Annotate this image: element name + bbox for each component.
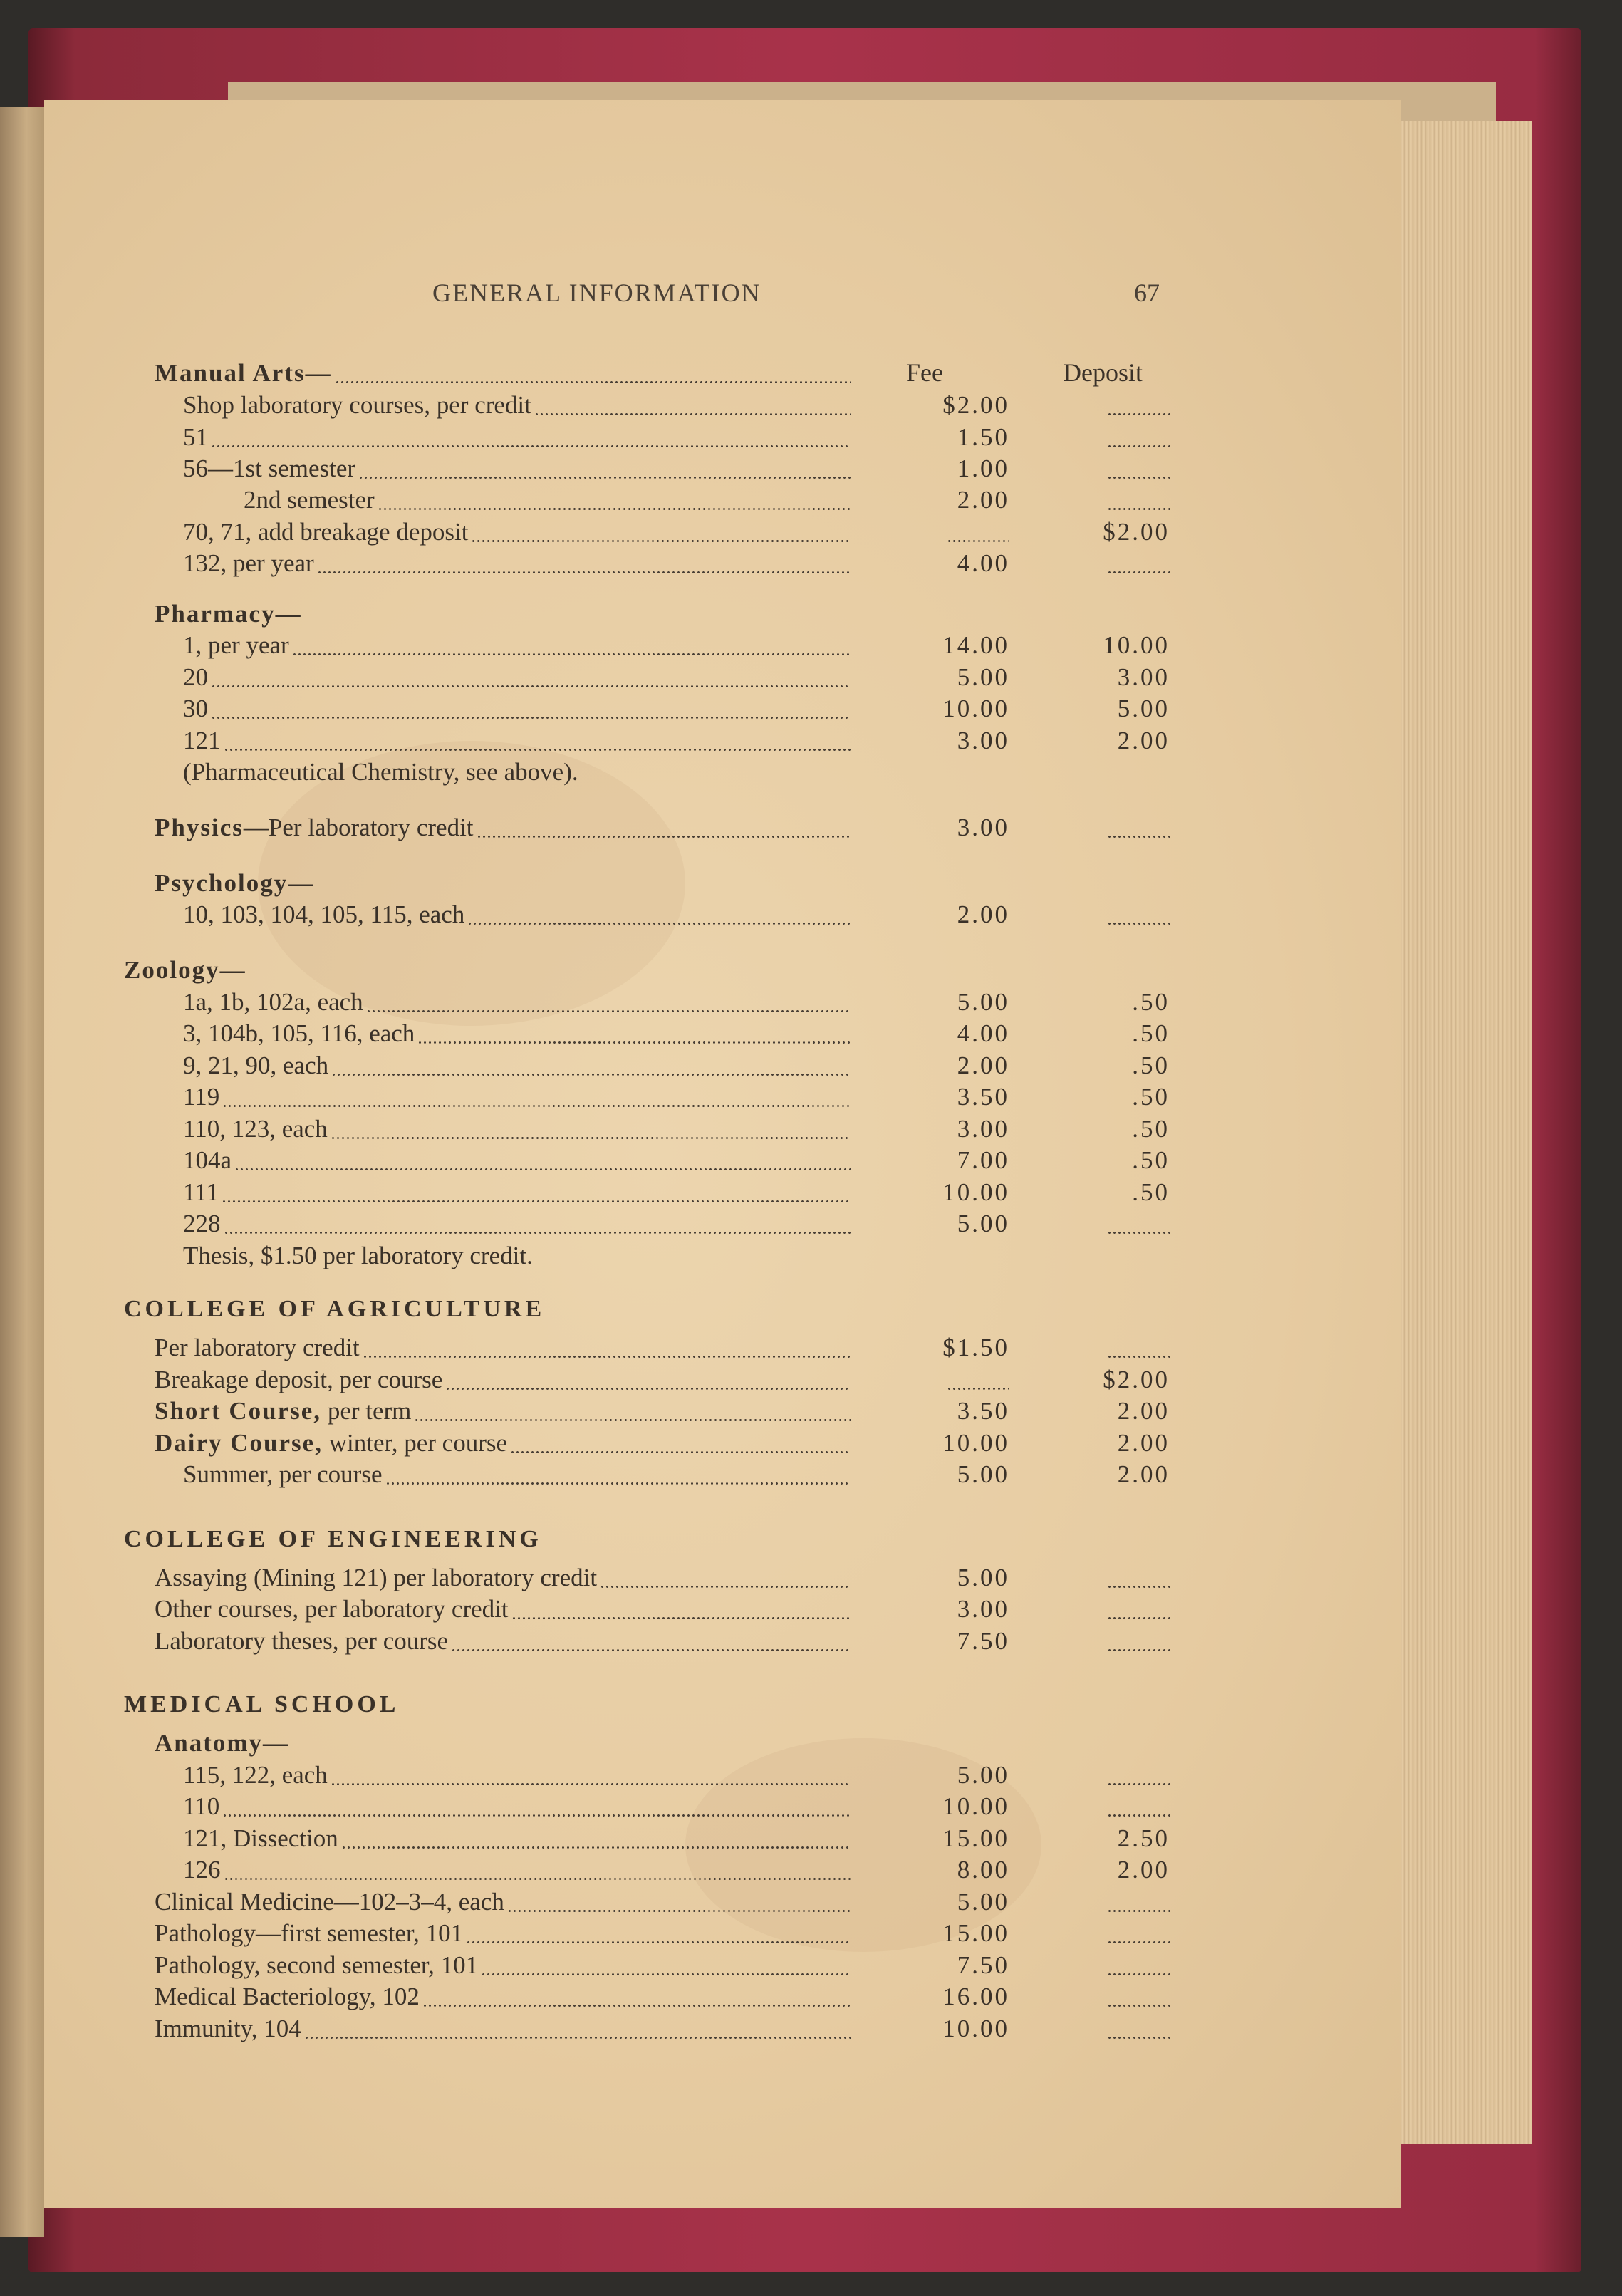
row-label: 110 xyxy=(183,1792,220,1820)
fee-value: 2.00 xyxy=(957,900,1009,928)
dot-leader xyxy=(224,1208,851,1240)
dot-leader xyxy=(445,1364,851,1396)
row-label: Physics—Per laboratory credit xyxy=(155,814,474,841)
fee-row xyxy=(44,1208,1401,1240)
row-label: Immunity, 104 xyxy=(155,2015,301,2042)
subsection-heading xyxy=(44,358,1401,389)
fee-value: 4.00 xyxy=(957,549,1009,577)
fee-row xyxy=(44,453,1401,484)
fee-value: 14.00 xyxy=(942,631,1009,659)
row-label: Other courses, per laboratory credit xyxy=(155,1595,509,1623)
fee-value: 5.00 xyxy=(957,1460,1009,1488)
page-block-edges xyxy=(1396,121,1532,2144)
deposit-value: 2.00 xyxy=(1117,727,1170,754)
fee-row xyxy=(44,1760,1401,1791)
fee-row xyxy=(44,1396,1401,1427)
row-label: 121, Dissection xyxy=(183,1824,338,1852)
dot-leader xyxy=(224,1854,851,1886)
row-label: 9, 21, 90, each xyxy=(183,1051,329,1079)
fee-row xyxy=(44,2013,1401,2045)
dot-leader xyxy=(366,987,851,1018)
fee-row xyxy=(44,1018,1401,1049)
fee-value: 2.00 xyxy=(957,486,1009,514)
row-label: 121 xyxy=(183,727,221,754)
fee-row xyxy=(44,693,1401,724)
subsection-heading xyxy=(44,955,1401,986)
row-label: 228 xyxy=(183,1210,221,1237)
column-header-deposit: Deposit xyxy=(1063,358,1143,387)
row-label: 126 xyxy=(183,1856,221,1884)
subsection-heading xyxy=(44,868,1401,899)
row-label: Breakage deposit, per course xyxy=(155,1366,443,1393)
row-label: Clinical Medicine—102–3–4, each xyxy=(155,1888,504,1916)
fee-row xyxy=(44,1791,1401,1822)
deposit-value: 5.00 xyxy=(1117,695,1170,722)
dot-leader xyxy=(331,1760,851,1791)
deposit-value xyxy=(1027,899,1170,938)
dot-leader xyxy=(600,1562,851,1594)
deposit-value: 2.00 xyxy=(1117,1429,1170,1457)
deposit-value: .50 xyxy=(1132,1019,1170,1047)
fee-row xyxy=(44,1050,1401,1081)
fee-row xyxy=(44,1428,1401,1459)
dot-leader xyxy=(234,1145,851,1176)
deposit-value: .50 xyxy=(1132,1083,1170,1111)
row-label: Short Course, per term xyxy=(155,1397,412,1425)
row-label: Summer, per course xyxy=(183,1460,383,1488)
fee-row xyxy=(44,1823,1401,1854)
fee-row xyxy=(44,1459,1401,1490)
row-label: Dairy Course, winter, per course xyxy=(155,1429,508,1457)
fee-row xyxy=(44,1113,1401,1145)
fee-row xyxy=(44,1177,1401,1208)
dot-leader xyxy=(211,422,851,453)
row-label: Medical Bacteriology, 102 xyxy=(155,1983,420,2010)
row-label: Laboratory theses, per course xyxy=(155,1627,449,1655)
deposit-value: $2.00 xyxy=(1103,518,1170,546)
deposit-value: .50 xyxy=(1132,1178,1170,1206)
row-label: 20 xyxy=(183,663,208,691)
fee-value: 10.00 xyxy=(942,2015,1009,2042)
fee-value: 7.00 xyxy=(957,1146,1009,1174)
deposit-value xyxy=(1027,812,1170,851)
facing-page-edge xyxy=(0,107,44,2237)
dot-leader xyxy=(385,1459,851,1490)
deposit-value: .50 xyxy=(1132,988,1170,1016)
row-label: 1, per year xyxy=(183,631,289,659)
fee-value: 7.50 xyxy=(957,1951,1009,1979)
dot-leader xyxy=(222,1177,851,1208)
row-label: Manual Arts— xyxy=(155,359,332,387)
fee-row xyxy=(44,1240,1401,1272)
dot-leader xyxy=(466,1918,851,1949)
row-label: 51 xyxy=(183,423,208,451)
fee-value: 3.50 xyxy=(957,1397,1009,1425)
fee-row xyxy=(44,630,1401,661)
section-heading xyxy=(44,1523,1401,1554)
dot-leader xyxy=(331,1113,851,1145)
fee-table xyxy=(44,100,1401,2208)
fee-value: 10.00 xyxy=(942,1178,1009,1206)
dot-leader xyxy=(222,1081,851,1113)
dot-leader xyxy=(358,453,851,484)
fee-row xyxy=(44,484,1401,516)
column-header-fee: Fee xyxy=(906,358,943,387)
fee-value: 3.50 xyxy=(957,1083,1009,1111)
deposit-value: 3.00 xyxy=(1117,663,1170,691)
row-label: (Pharmaceutical Chemistry, see above). xyxy=(183,758,578,786)
fee-row xyxy=(44,1562,1401,1594)
running-title: GENERAL INFORMATION xyxy=(432,279,761,307)
row-label: 10, 103, 104, 105, 115, each xyxy=(183,900,465,928)
fee-row xyxy=(44,987,1401,1018)
book-page xyxy=(44,100,1401,2208)
deposit-value: .50 xyxy=(1132,1146,1170,1174)
fee-value: 3.00 xyxy=(957,1115,1009,1143)
fee-value: $2.00 xyxy=(942,391,1009,419)
row-label: 56—1st semester xyxy=(183,454,356,482)
row-label: Pathology, second semester, 101 xyxy=(155,1951,479,1979)
fee-value: 15.00 xyxy=(942,1919,1009,1947)
row-label: Pathology—first semester, 101 xyxy=(155,1919,464,1947)
subsection-heading xyxy=(44,1728,1401,1759)
fee-value: 3.00 xyxy=(957,727,1009,754)
fee-row xyxy=(44,757,1401,788)
dot-leader xyxy=(511,1594,851,1625)
dot-leader xyxy=(292,630,851,661)
deposit-value: .50 xyxy=(1132,1115,1170,1143)
deposit-value: .50 xyxy=(1132,1051,1170,1079)
row-label: Pharmacy— xyxy=(155,600,302,628)
deposit-value: 2.00 xyxy=(1117,1460,1170,1488)
fee-row xyxy=(44,390,1401,421)
fee-row xyxy=(44,1332,1401,1363)
row-label: 110, 123, each xyxy=(183,1115,328,1143)
row-label: COLLEGE OF ENGINEERING xyxy=(124,1526,542,1552)
fee-value: 7.50 xyxy=(957,1627,1009,1655)
fee-row xyxy=(44,812,1401,843)
fee-row xyxy=(44,725,1401,757)
row-label: 111 xyxy=(183,1178,219,1206)
fee-value: 5.00 xyxy=(957,1210,1009,1237)
deposit-value: 2.00 xyxy=(1117,1856,1170,1884)
page-number: 67 xyxy=(1134,279,1160,307)
row-label: 2nd semester xyxy=(244,486,375,514)
fee-value: 5.00 xyxy=(957,1564,1009,1591)
row-label: Zoology— xyxy=(124,956,246,984)
subsection-heading xyxy=(44,598,1401,630)
fee-row xyxy=(44,1364,1401,1396)
dot-leader xyxy=(534,390,851,421)
deposit-value: 2.00 xyxy=(1117,1397,1170,1425)
fee-value: 10.00 xyxy=(942,1429,1009,1457)
deposit-value xyxy=(1027,1626,1170,1665)
dot-leader xyxy=(211,693,851,724)
fee-value: 4.00 xyxy=(957,1019,1009,1047)
fee-row xyxy=(44,1626,1401,1657)
dot-leader xyxy=(222,1791,851,1822)
fee-value: 5.00 xyxy=(957,1888,1009,1916)
dot-leader xyxy=(471,516,851,548)
row-label: 70, 71, add breakage deposit xyxy=(183,518,469,546)
row-label: COLLEGE OF AGRICULTURE xyxy=(124,1296,546,1322)
dot-leader xyxy=(363,1332,851,1363)
row-label: 3, 104b, 105, 116, each xyxy=(183,1019,415,1047)
fee-row xyxy=(44,516,1401,548)
dot-leader xyxy=(335,358,851,389)
row-label: Psychology— xyxy=(155,869,315,897)
dot-leader xyxy=(341,1823,851,1854)
dot-leader xyxy=(414,1396,851,1427)
row-label: 115, 122, each xyxy=(183,1761,328,1789)
dot-leader xyxy=(507,1886,851,1918)
fee-row xyxy=(44,1950,1401,1981)
row-label: 104a xyxy=(183,1146,232,1174)
fee-row xyxy=(44,548,1401,579)
dot-leader xyxy=(467,899,851,930)
row-label: 132, per year xyxy=(183,549,314,577)
row-label: 1a, 1b, 102a, each xyxy=(183,988,363,1016)
fee-row xyxy=(44,1594,1401,1625)
row-label: 30 xyxy=(183,695,208,722)
deposit-value: 10.00 xyxy=(1103,631,1170,659)
row-label: Per laboratory credit xyxy=(155,1334,360,1361)
deposit-value xyxy=(1027,2013,1170,2052)
dot-leader xyxy=(331,1050,851,1081)
fee-value: 5.00 xyxy=(957,663,1009,691)
fee-value: 2.00 xyxy=(957,1051,1009,1079)
fee-row xyxy=(44,422,1401,453)
fee-value: 5.00 xyxy=(957,1761,1009,1789)
fee-value: 5.00 xyxy=(957,988,1009,1016)
dot-leader xyxy=(211,662,851,693)
deposit-value: $2.00 xyxy=(1103,1366,1170,1393)
row-label: Thesis, $1.50 per laboratory credit. xyxy=(183,1242,533,1269)
fee-value: $1.50 xyxy=(942,1334,1009,1361)
dot-leader xyxy=(422,1981,851,2012)
fee-row xyxy=(44,1886,1401,1918)
row-label: Shop laboratory courses, per credit xyxy=(183,391,531,419)
fee-value: 3.00 xyxy=(957,814,1009,841)
dot-leader xyxy=(481,1950,851,1981)
fee-value: 3.00 xyxy=(957,1595,1009,1623)
dot-leader xyxy=(317,548,851,579)
dot-leader xyxy=(417,1018,851,1049)
fee-value: 8.00 xyxy=(957,1856,1009,1884)
dot-leader xyxy=(304,2013,851,2045)
fee-value: 1.00 xyxy=(957,454,1009,482)
fee-row xyxy=(44,1145,1401,1176)
dot-leader xyxy=(378,484,851,516)
fee-value: 10.00 xyxy=(942,1792,1009,1820)
fee-row xyxy=(44,1918,1401,1949)
row-label: Assaying (Mining 121) per laboratory credit xyxy=(155,1564,598,1591)
section-heading xyxy=(44,1688,1401,1720)
dot-leader xyxy=(510,1428,851,1459)
fee-row xyxy=(44,662,1401,693)
fee-value: 1.50 xyxy=(957,423,1009,451)
deposit-value: 2.50 xyxy=(1117,1824,1170,1852)
dot-leader xyxy=(451,1626,851,1657)
fee-row xyxy=(44,899,1401,930)
fee-value: 15.00 xyxy=(942,1824,1009,1852)
row-label: Anatomy— xyxy=(155,1729,290,1757)
fee-row xyxy=(44,1981,1401,2012)
section-heading xyxy=(44,1293,1401,1324)
fee-value: 16.00 xyxy=(942,1983,1009,2010)
row-label: 119 xyxy=(183,1083,220,1111)
fee-row xyxy=(44,1081,1401,1113)
deposit-value xyxy=(1027,548,1170,587)
fee-value: 10.00 xyxy=(942,695,1009,722)
fee-row xyxy=(44,1854,1401,1886)
dot-leader xyxy=(477,812,851,843)
dot-leader xyxy=(224,725,851,757)
row-label: MEDICAL SCHOOL xyxy=(124,1691,400,1718)
